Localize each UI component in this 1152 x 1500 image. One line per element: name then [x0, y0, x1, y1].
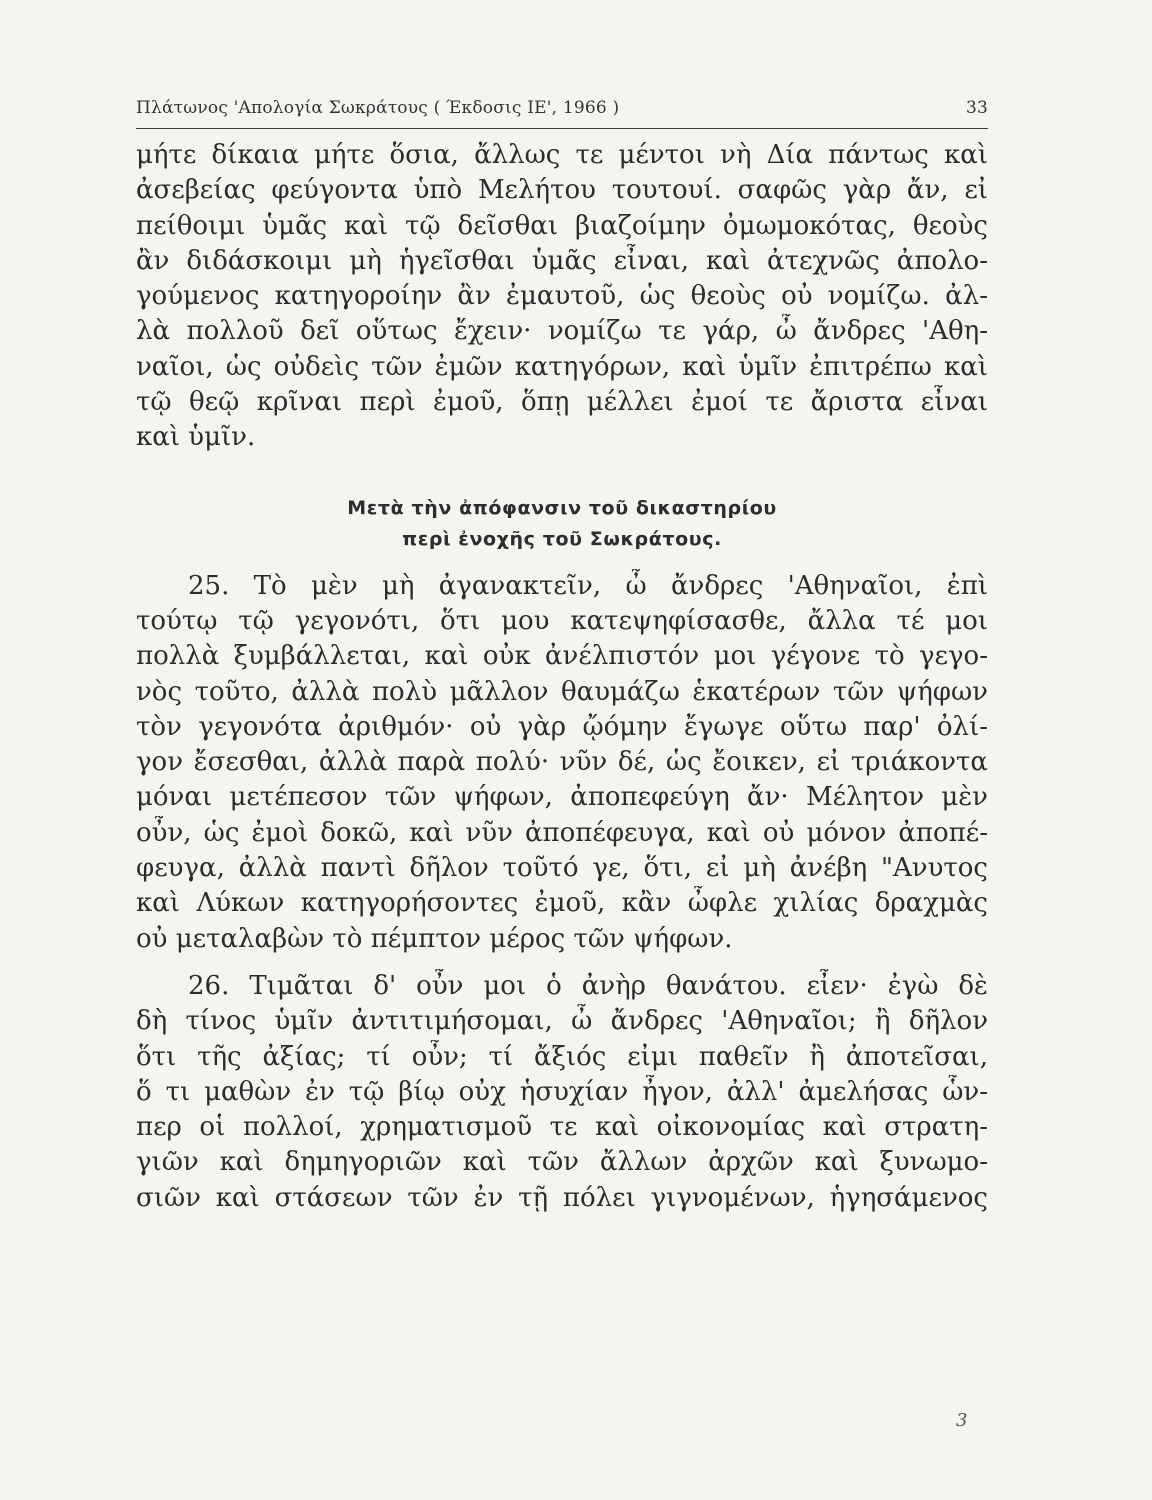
text-line: ὅτι τῆς ἀξίας; τί οὖν; τί ἄξιός εἰμι παθεῖν ἢ ἀποτεῖσαι, [136, 1041, 988, 1072]
text-line: ἂν διδάσκοιμι μὴ ἡγεῖσθαι ὑμᾶς εἶναι, καὶ ἀτεχνῶς ἀπολο- [136, 245, 988, 276]
signature-mark: 3 [956, 1410, 968, 1431]
text-line: ναῖοι, ὡς οὐδεὶς τῶν ἐμῶν κατηγόρων, καὶ ὑμῖν ἐπιτρέπω καὶ [136, 351, 988, 382]
paragraph-intro [136, 138, 988, 456]
text-line: σιῶν καὶ στάσεων τῶν ἐν τῇ πόλει γιγνομένων, ἡγησάμενος [136, 1182, 988, 1213]
text-line: μήτε δίκαια μήτε ὅσια, ἄλλως τε μέντοι νὴ Δία πάντως καὶ [136, 140, 988, 170]
text-line: καὶ Λύκων κατηγορήσοντες ἐμοῦ, κἂν ὦφλε χιλίας δραχμὰς [136, 888, 988, 919]
text-line: μόναι μετέπεσον τῶν ψήφων, ἀποπεφεύγη ἄν· Μέλητον μὲν [136, 782, 988, 813]
section-heading-line-2: περὶ ἐνοχῆς τοῦ Σωκράτους. [402, 527, 722, 550]
text-line: πολλὰ ξυμβάλλεται, καὶ οὐκ ἀνέλπιστόν μοι γέγονε τὸ γεγο- [136, 641, 988, 672]
text-line: δὴ τίνος ὑμῖν ἀντιτιμήσομαι, ὦ ἄνδρες 'Αθηναῖοι; ἢ δῆλον [136, 1006, 988, 1037]
text-line: γον ἔσεσθαι, ἀλλὰ παρὰ πολύ· νῦν δέ, ὡς ἔοικεν, εἰ τριάκοντα [136, 747, 988, 778]
body-text [136, 138, 988, 1216]
paragraph-26 [136, 969, 988, 1216]
text-line: περ οἱ πολλοί, χρηματισμοῦ τε καὶ οἰκονομίας καὶ στρατη- [136, 1112, 988, 1143]
text-line: καὶ ὑμῖν. [136, 422, 256, 453]
section-heading-line-1: Μετὰ τὴν ἀπόφανσιν τοῦ δικαστηρίου [347, 496, 777, 519]
text-line: γιῶν καὶ δημηγοριῶν καὶ τῶν ἄλλων ἀρχῶν καὶ ξυνωμο- [136, 1147, 988, 1178]
text-line: φευγα, ἀλλὰ παντὶ δῆλον τοῦτό γε, ὅτι, εἰ μὴ ἀνέβη "Ανυτος [136, 853, 988, 884]
text-line: ὅ τι μαθὼν ἐν τῷ βίῳ οὐχ ἡσυχίαν ἦγον, ἀλλ' ἀμελήσας ὧν- [136, 1076, 988, 1107]
text-line: τῷ θεῷ κρῖναι περὶ ἐμοῦ, ὅπῃ μέλλει ἐμοί τε ἄριστα εἶναι [136, 387, 988, 418]
paragraph-25 [136, 569, 988, 957]
header-rule [136, 128, 988, 129]
text-line: ἀσεβείας φεύγοντα ὑπὸ Μελήτου τουτουί. σαφῶς γὰρ ἄν, εἰ [136, 175, 988, 206]
section-heading [136, 493, 988, 555]
text-line: οὐ μεταλαβὼν τὸ πέμπτον μέρος τῶν ψήφων. [136, 923, 733, 954]
text-line: γούμενος κατηγοροίην ἂν ἐμαυτοῦ, ὡς θεοὺς οὐ νομίζω. ἀλ- [136, 281, 988, 312]
text-line: 26. Τιμᾶται δ' οὖν μοι ὁ ἀνὴρ θανάτου. εἶεν· ἐγὼ δὲ [188, 970, 988, 1001]
running-head [136, 98, 988, 118]
text-line: τὸν γεγονότα ἀριθμόν· οὐ γὰρ ᾤόμην ἔγωγε οὕτω παρ' ὀλί- [136, 711, 988, 742]
text-line: πείθοιμι ὑμᾶς καὶ τῷ δεῖσθαι βιαζοίμην ὀμωμοκότας, θεοὺς [136, 210, 988, 241]
text-line: λὰ πολλοῦ δεῖ οὕτως ἔχειν· νομίζω τε γάρ, ὦ ἄνδρες 'Αθη- [136, 316, 988, 347]
text-line: οὖν, ὡς ἐμοὶ δοκῶ, καὶ νῦν ἀποπέφευγα, καὶ οὐ μόνον ἀποπέ- [136, 817, 988, 848]
running-title: Πλάτωνος 'Απολογία Σωκράτους ( Έκδοσις ΙΕ', 1966 ) [136, 98, 620, 118]
text-line: 25. Τὸ μὲν μὴ ἀγανακτεῖν, ὦ ἄνδρες 'Αθηναῖοι, ἐπὶ [188, 570, 988, 601]
page-number: 33 [965, 98, 988, 118]
text-line: νὸς τοῦτο, ἀλλὰ πολὺ μᾶλλον θαυμάζω ἑκατέρων τῶν ψήφων [136, 676, 988, 707]
text-line: τούτῳ τῷ γεγονότι, ὅτι μου κατεψηφίσασθε, ἄλλα τέ μοι [136, 605, 988, 636]
